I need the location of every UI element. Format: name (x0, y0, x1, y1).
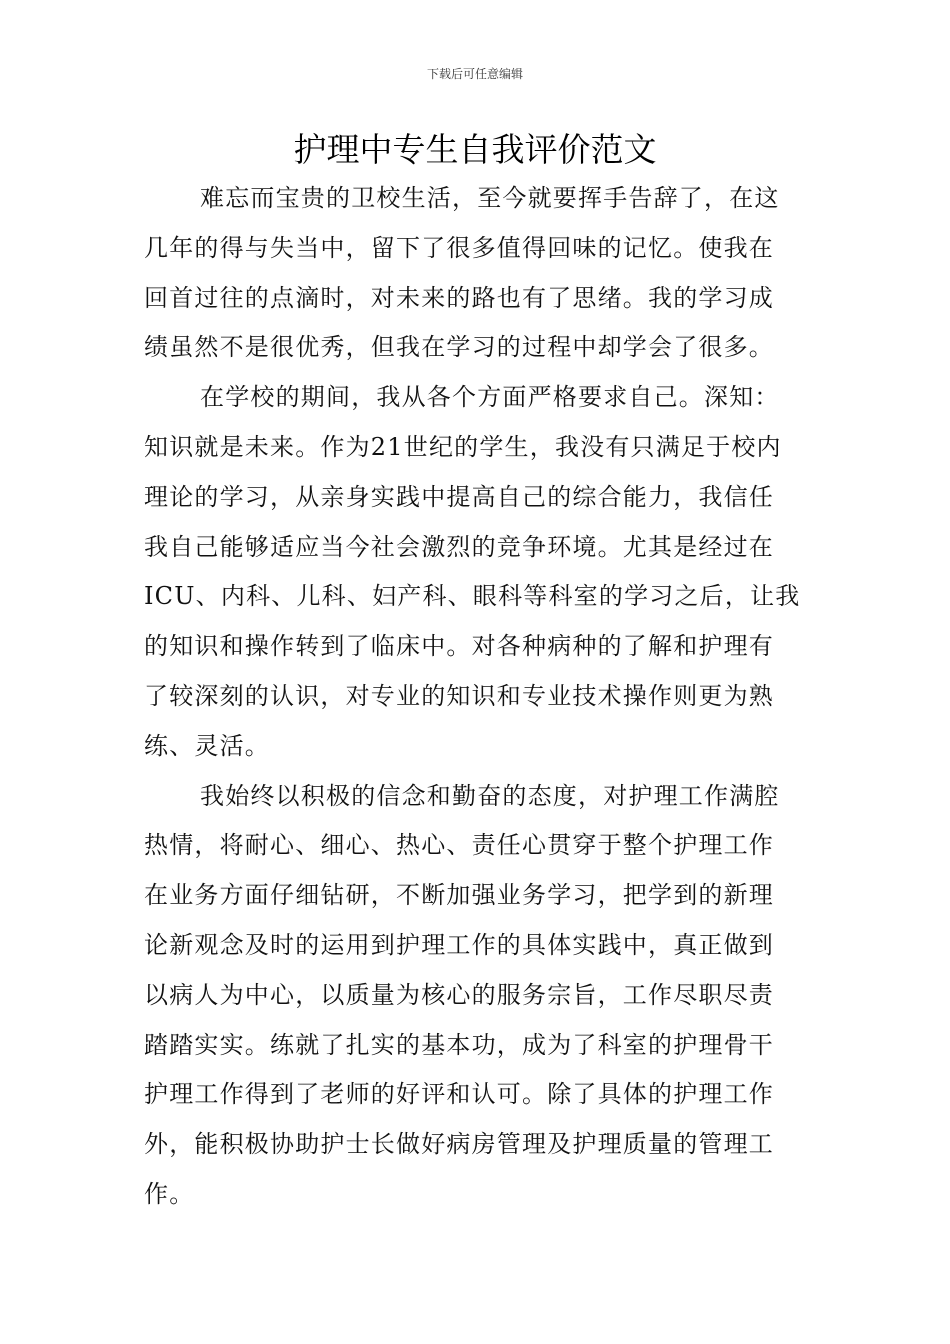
header-note: 下载后可任意编辑 (426, 67, 523, 81)
text-line: 外，能积极协助护士长做好病房管理及护理质量的管理工 (144, 1130, 774, 1159)
document-body (144, 174, 809, 1220)
text-line: 我自己能够适应当今社会激烈的竞争环境。尤其是经过在 (144, 532, 774, 561)
document-title: 护理中专生自我评价范文 (293, 130, 657, 169)
text-line: 绩虽然不是很优秀，但我在学习的过程中却学会了很多。 (144, 333, 774, 362)
text-line: ICU、内科、儿科、妇产科、眼科等科室的学习之后，让我 (144, 582, 801, 611)
text-line: 理论的学习，从亲身实践中提高自己的综合能力，我信任 (144, 482, 774, 511)
text-line: 在学校的期间，我从各个方面严格要求自己。深知： (200, 383, 780, 412)
text-line: 的知识和操作转到了临床中。对各种病种的了解和护理有 (144, 632, 774, 661)
text-line: 了较深刻的认识，对专业的知识和专业技术操作则更为熟 (144, 681, 774, 710)
text-line: 作。 (144, 1179, 195, 1208)
text-line: 知识就是未来。作为21世纪的学生，我没有只满足于校内 (144, 432, 782, 461)
text-line: 难忘而宝贵的卫校生活，至今就要挥手告辞了，在这 (200, 184, 780, 212)
text-line: 以病人为中心，以质量为核心的服务宗旨，工作尽职尽责 (144, 980, 774, 1009)
text-line: 热情，将耐心、细心、热心、责任心贯穿于整个护理工作 (144, 831, 774, 860)
text-line: 护理工作得到了老师的好评和认可。除了具体的护理工作 (144, 1080, 774, 1109)
text-line: 练、灵活。 (144, 731, 270, 760)
text-line: 在业务方面仔细钻研，不断加强业务学习，把学到的新理 (144, 881, 774, 910)
text-line: 论新观念及时的运用到护理工作的具体实践中，真正做到 (144, 930, 774, 959)
text-line: 回首过往的点滴时，对未来的路也有了思绪。我的学习成 (144, 283, 774, 312)
text-line: 几年的得与失当中，留下了很多值得回味的记忆。使我在 (144, 233, 774, 262)
text-line: 踏踏实实。练就了扎实的基本功，成为了科室的护理骨干 (144, 1030, 774, 1059)
text-line: 我始终以积极的信念和勤奋的态度，对护理工作满腔 (200, 781, 780, 810)
